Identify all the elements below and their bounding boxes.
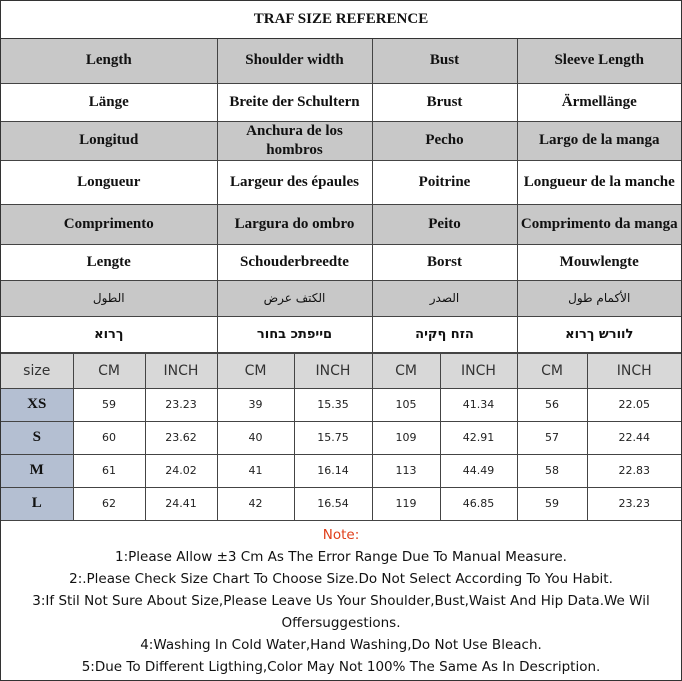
size-label-cell: XS (1, 388, 73, 421)
value-cell: 119 (372, 487, 440, 520)
label-cell: Anchura de los hombros (217, 121, 372, 160)
label-cell: Largo de la manga (517, 121, 681, 160)
label-cell: Länge (1, 83, 217, 121)
value-cell: 16.14 (294, 454, 372, 487)
unit-header-cell: CM (73, 353, 145, 388)
unit-header-cell: INCH (145, 353, 217, 388)
label-row-english (1, 39, 681, 83)
label-row-hebrew (1, 316, 681, 352)
label-cell: םייפתכ בחור (217, 316, 372, 352)
label-cell: Brust (372, 83, 517, 121)
value-cell: 39 (217, 388, 294, 421)
label-cell: Largeur des épaules (217, 160, 372, 204)
label-row-portuguese (1, 204, 681, 244)
size-label-cell: M (1, 454, 73, 487)
size-row-l (1, 487, 681, 520)
value-cell: 22.44 (587, 421, 681, 454)
label-cell: Borst (372, 244, 517, 280)
label-row-spanish (1, 121, 681, 160)
label-row-french (1, 160, 681, 204)
value-cell: 23.62 (145, 421, 217, 454)
value-cell: 15.35 (294, 388, 372, 421)
value-cell: 41.34 (440, 388, 517, 421)
value-cell: 113 (372, 454, 440, 487)
value-cell: 57 (517, 421, 587, 454)
note-line: 2:.Please Check Size Chart To Choose Size.Do Not Select According To You Habit. (69, 570, 613, 587)
unit-header-cell: INCH (294, 353, 372, 388)
label-cell: Ärmellänge (517, 83, 681, 121)
unit-header-cell: INCH (440, 353, 517, 388)
label-cell: Breite der Schultern (217, 83, 372, 121)
size-row-s (1, 421, 681, 454)
size-header-row (1, 353, 681, 388)
value-cell: 22.05 (587, 388, 681, 421)
value-cell: 44.49 (440, 454, 517, 487)
label-cell: الصدر (372, 280, 517, 316)
value-cell: 105 (372, 388, 440, 421)
size-header-cell: size (1, 353, 73, 388)
unit-header-cell: INCH (587, 353, 681, 388)
label-cell: Schouderbreedte (217, 244, 372, 280)
value-cell: 40 (217, 421, 294, 454)
label-cell: الأكمام طول (517, 280, 681, 316)
label-cell: Poitrine (372, 160, 517, 204)
value-cell: 56 (517, 388, 587, 421)
label-row-german (1, 83, 681, 121)
label-cell: Sleeve Length (517, 39, 681, 83)
label-cell: Lengte (1, 244, 217, 280)
label-cell: الكتف عرض (217, 280, 372, 316)
value-cell: 109 (372, 421, 440, 454)
label-cell: Longueur (1, 160, 217, 204)
value-cell: 22.83 (587, 454, 681, 487)
unit-header-cell: CM (217, 353, 294, 388)
unit-header-cell: CM (517, 353, 587, 388)
label-cell: Comprimento (1, 204, 217, 244)
value-cell: 60 (73, 421, 145, 454)
size-row-m (1, 454, 681, 487)
chart-title: TRAF SIZE REFERENCE (1, 1, 681, 39)
label-cell: לוורש ךרוא (517, 316, 681, 352)
notes-section (1, 521, 681, 678)
label-cell: Largura do ombro (217, 204, 372, 244)
note-title: Note: (322, 526, 360, 543)
label-cell: Longitud (1, 121, 217, 160)
note-line: 5:Due To Different Ligthing,Color May Not 100% The Same As In Description. (81, 658, 601, 675)
label-row-dutch (1, 244, 681, 280)
size-measurements-table (1, 353, 681, 521)
unit-header-cell: CM (372, 353, 440, 388)
size-row-xs (1, 388, 681, 421)
label-cell: Longueur de la manche (517, 160, 681, 204)
label-cell: Pecho (372, 121, 517, 160)
label-cell: Mouwlengte (517, 244, 681, 280)
value-cell: 59 (73, 388, 145, 421)
note-line: Offersuggestions. (281, 614, 401, 631)
label-cell: הזח ףקיה (372, 316, 517, 352)
label-cell: ךרוא (1, 316, 217, 352)
label-cell: Shoulder width (217, 39, 372, 83)
note-line: 3:If Stil Not Sure About Size,Please Leave Us Your Shoulder,Bust,Waist And Hip Data.We Wil (32, 592, 650, 609)
measurement-labels-table (1, 39, 681, 353)
size-label-cell: S (1, 421, 73, 454)
value-cell: 62 (73, 487, 145, 520)
value-cell: 46.85 (440, 487, 517, 520)
value-cell: 24.41 (145, 487, 217, 520)
label-cell: Bust (372, 39, 517, 83)
label-row-arabic (1, 280, 681, 316)
value-cell: 23.23 (145, 388, 217, 421)
value-cell: 42.91 (440, 421, 517, 454)
value-cell: 41 (217, 454, 294, 487)
note-line: 1:Please Allow ±3 Cm As The Error Range Due To Manual Measure. (115, 548, 567, 565)
value-cell: 15.75 (294, 421, 372, 454)
size-label-cell: L (1, 487, 73, 520)
note-line: 4:Washing In Cold Water,Hand Washing,Do Not Use Bleach. (140, 636, 542, 653)
value-cell: 59 (517, 487, 587, 520)
value-cell: 24.02 (145, 454, 217, 487)
label-cell: الطول (1, 280, 217, 316)
label-cell: Length (1, 39, 217, 83)
value-cell: 16.54 (294, 487, 372, 520)
value-cell: 42 (217, 487, 294, 520)
value-cell: 23.23 (587, 487, 681, 520)
label-cell: Comprimento da manga (517, 204, 681, 244)
label-cell: Peito (372, 204, 517, 244)
value-cell: 61 (73, 454, 145, 487)
value-cell: 58 (517, 454, 587, 487)
